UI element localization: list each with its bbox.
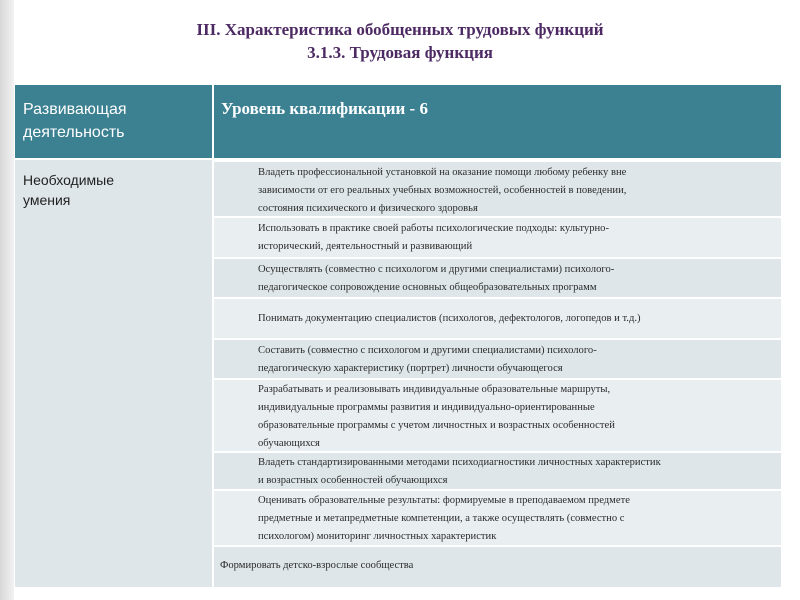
decorative-side-strip (0, 0, 14, 600)
skill-row-2 (214, 216, 781, 257)
skill-1-line-2: зависимости от его реальных учебных возможностей, особенностей в поведении, (258, 185, 627, 196)
header-activity-line-1: Развивающая (23, 101, 127, 118)
skill-9-line-1: Формировать детско-взрослые сообщества (220, 560, 414, 571)
skill-5-line-2: педагогическую характеристику (портрет) личности обучающегося (258, 363, 563, 374)
skill-6-line-4: обучающихся (258, 438, 320, 449)
header-qualification-level: Уровень квалификации - 6 (221, 99, 428, 118)
skill-row-3 (214, 257, 781, 297)
row-label-line-1: Необходимые (23, 172, 115, 188)
skill-8-line-3: психологом) мониторинг личностных характеристик (258, 531, 497, 542)
skill-6-line-1: Разрабатывать и реализовывать индивидуальные образовательные маршруты, (258, 384, 611, 395)
skill-row-5 (214, 338, 781, 378)
title-line-2: 3.1.3. Трудовая функция (307, 43, 493, 62)
skill-6-line-3: образовательные программы с учетом личностных и возрастных особенностей (258, 420, 615, 431)
row-label-line-2: умения (23, 192, 71, 208)
skill-2-line-1: Использовать в практике своей работы психологические подходы: культурно- (258, 223, 609, 234)
skill-7-line-1: Владеть стандартизированными методами психодиагностики личностных характеристик (258, 457, 661, 468)
skill-5-line-1: Составить (совместно с психологом и другими специалистами) психолого- (258, 345, 597, 356)
skill-7-line-2: и возрастных особенностей обучающихся (258, 475, 448, 486)
skill-1-line-3: состояния психического и физического здоровья (258, 203, 478, 214)
skill-2-line-2: исторический, деятельностный и развивающий (258, 241, 473, 252)
skill-row-1 (214, 160, 781, 216)
table-header (15, 85, 781, 160)
skill-row-9 (214, 545, 781, 587)
skill-3-line-2: педагогическое сопровождение основных общеобразовательных программ (258, 282, 597, 293)
skill-row-7 (214, 451, 781, 489)
skill-row-6 (214, 378, 781, 451)
title-line-1: III. Характеристика обобщенных трудовых функций (196, 20, 604, 39)
skill-row-8 (214, 489, 781, 545)
skill-3-line-1: Осуществлять (совместно с психологом и другими специалистами) психолого- (258, 264, 615, 275)
skill-8-line-2: предметные и метапредметные компетенции, а также осуществлять (совместно с (258, 513, 625, 524)
row-label-skills (23, 170, 208, 210)
skill-row-4 (214, 297, 781, 338)
skill-8-line-1: Оценивать образовательные результаты: формируемые в преподаваемом предмете (258, 495, 630, 506)
skill-1-line-1: Владеть профессиональной установкой на оказание помощи любому ребенку вне (258, 167, 627, 178)
header-activity-cell (23, 98, 208, 144)
skill-6-line-2: индивидуальные программы развития и индивидуально-ориентированные (258, 402, 595, 413)
competency-table (15, 85, 781, 587)
header-activity-line-2: деятельность (23, 124, 125, 141)
skill-4-line-1: Понимать документацию специалистов (психологов, дефектологов, логопедов и т.д.) (258, 313, 641, 324)
page-title (0, 18, 800, 64)
